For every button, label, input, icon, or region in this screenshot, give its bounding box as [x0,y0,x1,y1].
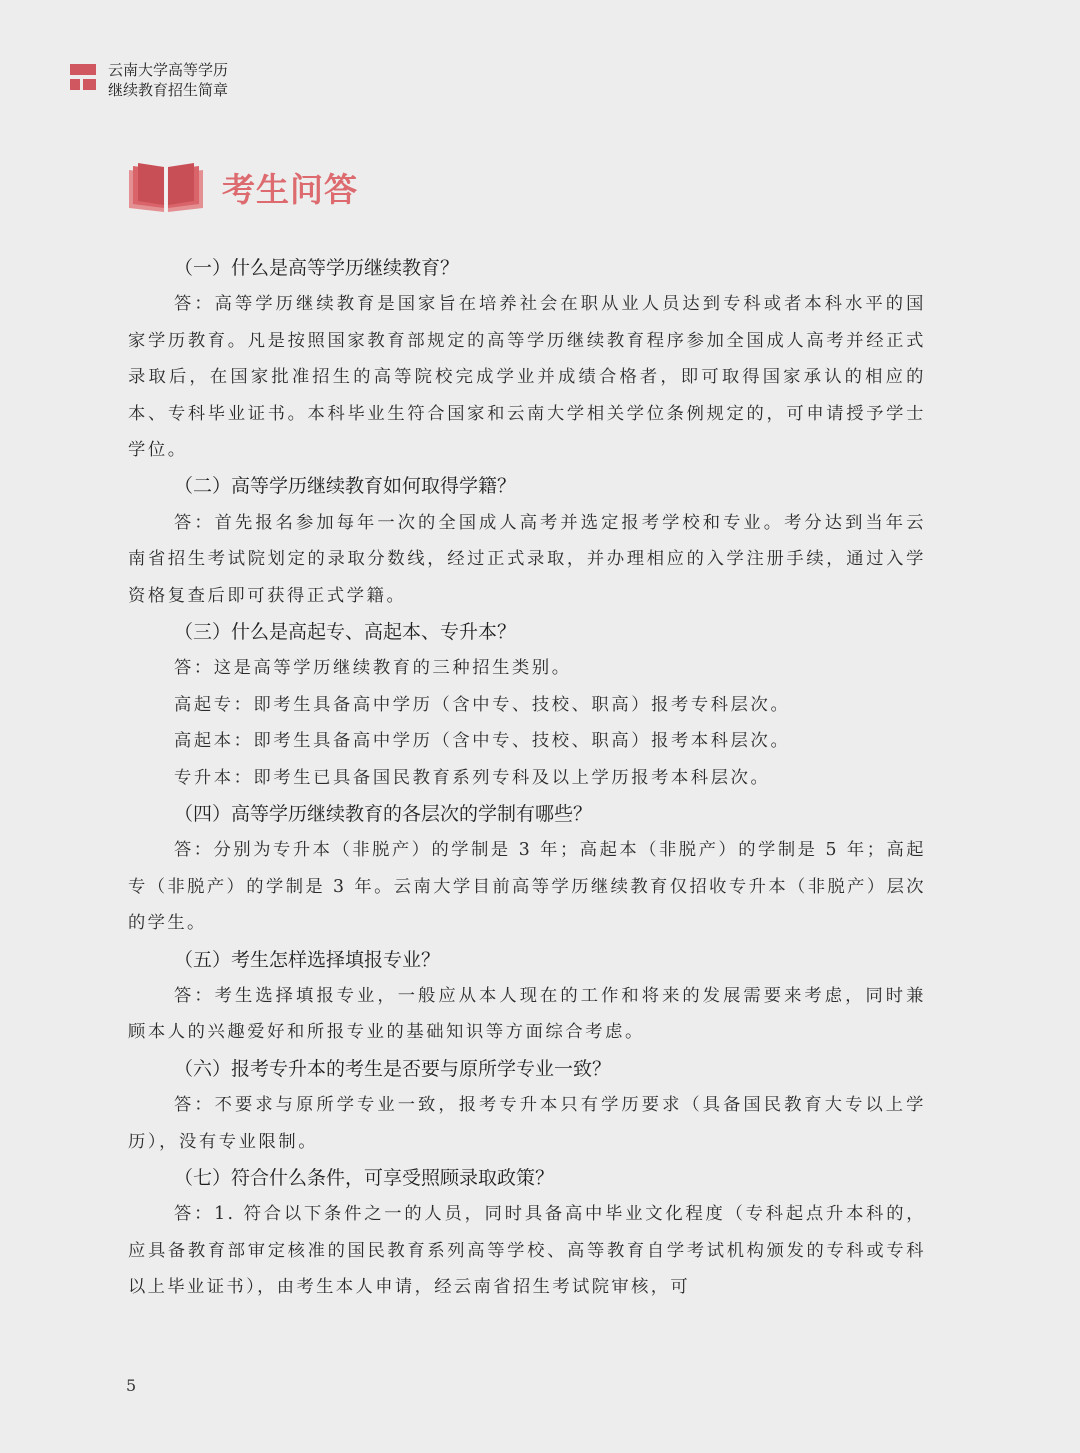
answer-paragraph: 答：高等学历继续教育是国家旨在培养社会在职从业人员达到专科或者本科水平的国家学历教育。凡是按照国家教育部规定的高等学历继续教育程序参加全国成人高考并经正式录取后，在国家批准招生的高等院校完成学业并成绩合格者，即可取得国家承认的相应的本、专科毕业证书。本科毕业生符合国家和云南大学相关学位条例规定的，可申请授予学士学位。 [128,294,926,461]
qa-item [128,796,926,942]
qa-item [128,614,926,796]
brand-logo-icon [70,64,96,98]
question-heading: （五）考生怎样选择填报专业？ [174,948,441,971]
answer-paragraph: 专升本：即考生已具备国民教育系列专科及以上学历报考本科层次。 [174,767,771,788]
brand-text [108,60,228,100]
section-heading [126,162,358,212]
question-heading: （三）什么是高起专、高起本、专升本？ [174,621,517,644]
qa-item [128,942,926,1051]
qa-item [128,1051,926,1160]
question-heading: （四）高等学历继续教育的各层次的学制有哪些？ [174,803,593,826]
answer-paragraph: 高起本：即考生具备高中学历（含中专、技校、职高）报考本科层次。 [174,731,791,752]
answer-paragraph: 答：考生选择填报专业，一般应从本人现在的工作和将来的发展需要来考虑，同时兼顾本人的兴趣爱好和所报专业的基础知识等方面综合考虑。 [128,986,926,1043]
answer-paragraph: 高起专：即考生具备高中学历（含中专、技校、职高）报考专科层次。 [174,694,791,715]
header-brand [70,60,228,100]
section-title: 考生问答 [222,169,358,209]
qa-item [128,468,926,614]
question-heading: （六）报考专升本的考生是否要与原所学专业一致？ [174,1057,612,1080]
question-heading: （七）符合什么条件，可享受照顾录取政策？ [174,1167,555,1190]
answer-paragraph: 答：分别为专升本（非脱产）的学制是 3 年；高起本（非脱产）的学制是 5 年；高起专（非脱产）的学制是 3 年。云南大学目前高等学历继续教育仅招收专升本（非脱产）层次的学生。 [128,840,926,934]
brand-line-1: 云南大学高等学历 [108,61,229,79]
qa-item [128,250,926,468]
qa-item [128,1160,926,1306]
answer-paragraph: 答：首先报名参加每年一次的全国成人高考并选定报考学校和专业。考分达到当年云南省招生考试院划定的录取分数线，经过正式录取，并办理相应的入学注册手续，通过入学资格复查后即可获得正式学籍。 [128,512,926,606]
question-heading: （一）什么是高等学历继续教育？ [174,257,460,279]
page-number: 5 [126,1376,137,1395]
answer-paragraph: 答：这是高等学历继续教育的三种招生类别。 [174,658,572,679]
answer-paragraph: 答：1. 符合以下条件之一的人员，同时具备高中毕业文化程度（专科起点升本科的，应具备教育部审定核准的国民教育系列高等学校、高等教育自学考试机构颁发的专科或专科以上毕业证书），由考生本人申请，经云南省招生考试院审核，可 [128,1204,926,1298]
question-heading: （二）高等学历继续教育如何取得学籍？ [174,475,517,498]
open-book-icon [126,162,206,212]
brand-line-2: 继续教育招生简章 [108,81,229,99]
answer-paragraph: 答：不要求与原所学专业一致，报考专升本只有学历要求（具备国民教育大专以上学历），没有专业限制。 [128,1095,926,1152]
qa-content [128,250,926,1306]
